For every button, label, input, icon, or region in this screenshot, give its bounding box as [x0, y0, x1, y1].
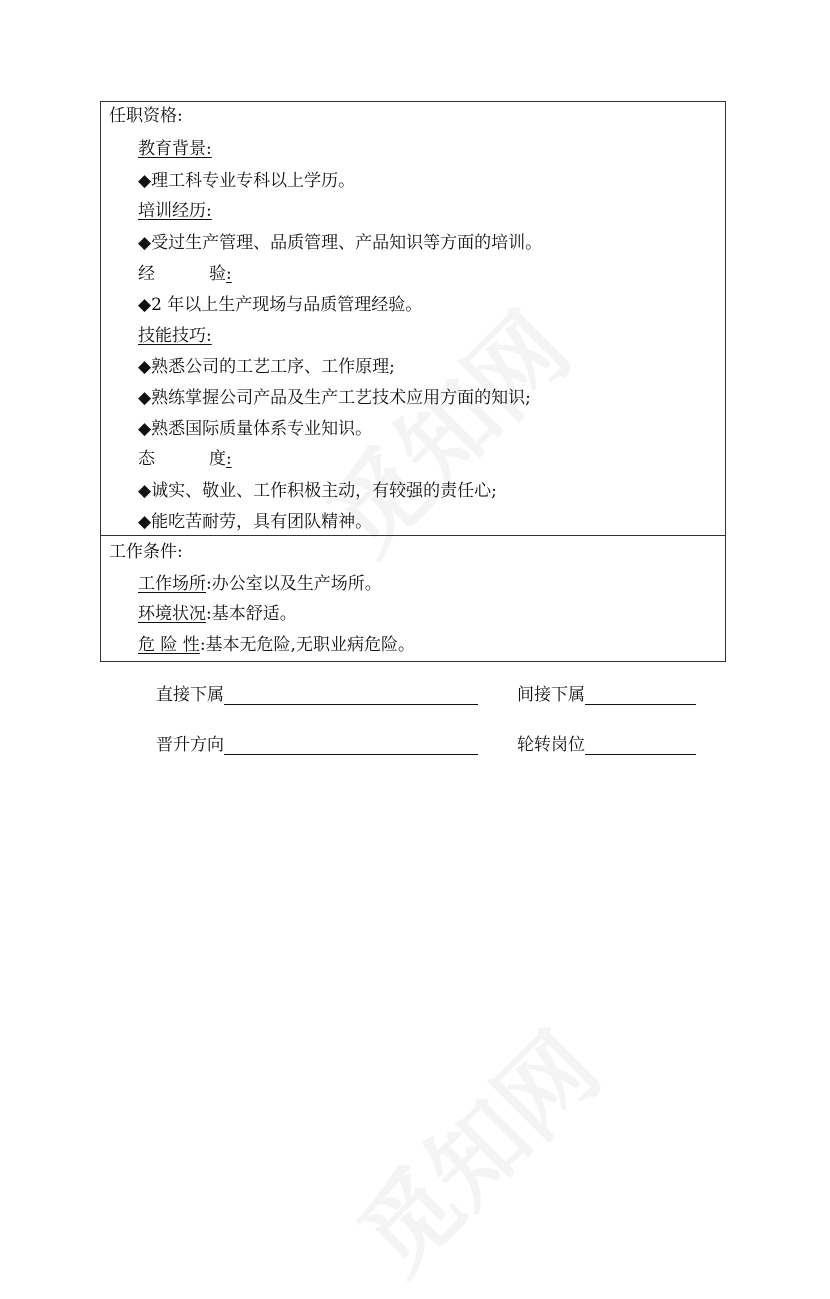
risk-value: :基本无危险,无职业病危险。	[199, 635, 415, 655]
attitude-item: ◆能吃苦耐劳，具有团队精神。	[138, 512, 373, 532]
skills-item: ◆熟悉国际质量体系专业知识。	[138, 419, 373, 439]
workplace-label: 工作场所	[138, 574, 206, 594]
environment-value: :基本舒适。	[206, 604, 297, 624]
training-item: ◆受过生产管理、品质管理、产品知识等方面的培训。	[138, 233, 543, 253]
indirect-subordinate-label: 间接下属	[517, 685, 585, 705]
skills-item: ◆熟悉公司的工艺工序、工作原理;	[138, 357, 395, 377]
training-label: 培训经历:	[138, 201, 212, 221]
rotation-position-blank[interactable]	[585, 736, 696, 755]
promotion-direction-label: 晋升方向	[156, 735, 224, 755]
workplace-value: :办公室以及生产场所。	[206, 574, 382, 594]
workplace-row	[138, 574, 382, 594]
rotation-position-label: 轮转岗位	[517, 735, 585, 755]
skills-label: 技能技巧:	[138, 326, 212, 346]
direct-subordinate-field	[156, 685, 478, 705]
promotion-direction-field	[156, 735, 478, 755]
experience-label: 经验:	[138, 264, 232, 284]
environment-row	[138, 604, 297, 624]
skills-item: ◆熟练掌握公司产品及生产工艺技术应用方面的知识;	[138, 388, 531, 408]
conditions-title: 工作条件:	[109, 542, 183, 562]
qualifications-title: 任职资格:	[109, 106, 183, 126]
environment-label: 环境状况	[138, 604, 206, 624]
attitude-label-spread: 态度	[138, 449, 226, 469]
experience-label-spread: 经验	[138, 264, 226, 284]
indirect-subordinate-field	[517, 685, 696, 705]
direct-subordinate-label: 直接下属	[156, 685, 224, 705]
attitude-item: ◆诚实、敬业、工作积极主动，有较强的责任心;	[138, 481, 497, 501]
promotion-direction-blank[interactable]	[224, 736, 478, 755]
experience-item: ◆2 年以上生产现场与品质管理经验。	[138, 295, 423, 315]
indirect-subordinate-blank[interactable]	[585, 686, 696, 705]
education-item: ◆理工科专业专科以上学历。	[138, 171, 356, 191]
attitude-label: 态度:	[138, 449, 232, 469]
education-label: 教育背景:	[138, 139, 212, 159]
risk-row	[138, 635, 415, 655]
rotation-position-field	[517, 735, 696, 755]
qualifications-section	[100, 101, 726, 536]
risk-label: 危 险 性	[138, 635, 200, 655]
direct-subordinate-blank[interactable]	[224, 686, 478, 705]
watermark	[324, 998, 625, 1299]
